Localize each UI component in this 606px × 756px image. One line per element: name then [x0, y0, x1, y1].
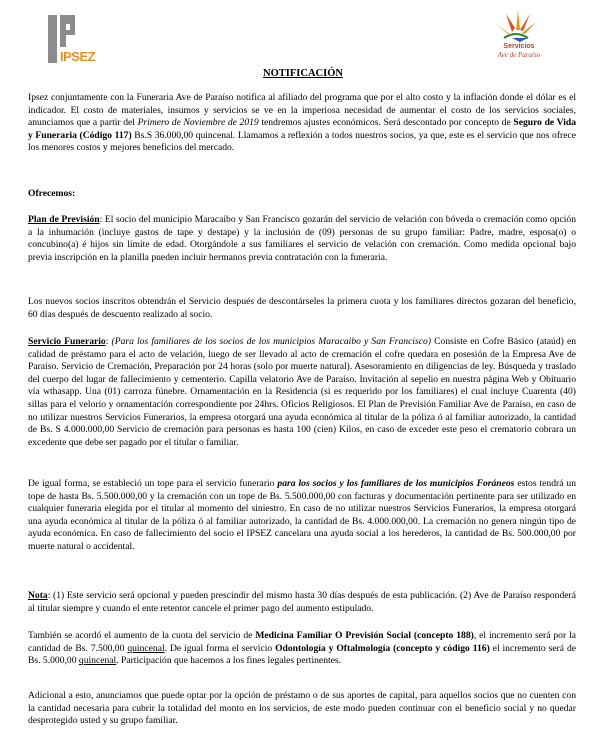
foraneos-scope: para los socios y los familiares de los municipios Foráneos	[277, 478, 515, 489]
nota-text: : (1) Este servicio será opcional y pueden prescindir del mismo hasta 30 días después de esta publicación. (2) Ave de Paraíso responderá al titular siempre y cuando el ente retentor cancele el primer pago del aumento estipulado.	[28, 590, 576, 614]
funerario-text: Consiste en Cofre Básico (ataúd) en calidad de préstamo para el acto de velación, luego de ser llevado al acto de cremación el cofre quedara en posesión de la Empresa Ave de Paraíso. Servicio de Cremación, Preparación por 24 horas (solo por muerte natural). Asesoramiento en diligencias de ley. Búsqueda y traslado del cuerpo del lugar de fallecimiento y cementerio. Capilla velatorio Ave de Paraíso. Invitación al sepelio en nuestra página Web y Obituario vía wthasapp. Una (01) carroza fúnebre. Ornamentación en la Residencia (si es requerido por los familiares) el cual incluye Cuarenta (40) sillas para el velorio y ornamentación correspondiente por 24hrs. Oficios Religiosos. El Plan de Previsión Familiar Ave de Paraíso, en caso de no utilizar nuestros Servicios Funerarios, la empresa otorgará una ayuda económica al titular de la póliza ó al familiar autorizado, la cantidad de Bs. S 4.000.000,00 Servicio de cremación para personas es hasta 100 (cien) Kilos, en caso de exceder este peso el crematorio cobrara un excedente que debe ser pagado por el titular o familiar.	[28, 336, 576, 448]
new-members-paragraph: Los nuevos socios inscritos obtendrán el Servicio después de descontárseles la primera cuota y los familiares directos gozaran del beneficio, 60 días después de descuento realizado al socio.	[28, 296, 576, 320]
plan-label: Plan de Previsión	[28, 214, 100, 225]
intro-text-2: tendremos ajustes económicos. Será descontado por concepto de	[258, 117, 514, 129]
funerario-colon: :	[105, 336, 112, 347]
ipsez-logo-text: IPSEZ	[60, 49, 96, 64]
adicional-paragraph: Adicional a esto, anunciamos que puede optar por la opción de préstamo o de sus aportes de capital, para aquellos socios que no cuenten con la cantidad necesaria para cubrir la totalidad del monto en los servicios, de este modo pueden continuar con el beneficio social y no quedar desprotegido usted y su grupo familiar.	[28, 690, 576, 727]
funerario-scope: (Para los familiares de los socios de los municipios Maracaibo y San Francisco)	[111, 336, 432, 347]
plan-paragraph	[28, 214, 576, 264]
intro-text-1: Ipsez conjuntamente con la Funeraria Ave de Paraíso notifica al afiliado del programa que por el alto costo y la inflación donde el dólar es el indicador. El costo de materiales, insumos y servicios se ve en la imperiosa necesidad de aumentar el costo de los servicios sociales, anunciamos que a partir del	[28, 92, 576, 129]
intro-text-3: Bs.S 36.000,00 quincenal. Llamamos a reflexión a todos nuestros socios, ya que, este es el servicio que nos ofrece los menores costos y mejores beneficios del mercado.	[28, 129, 576, 154]
insurance-concept: Seguro de Vida y Funeraria (Código 117)	[28, 117, 577, 141]
plan-text: : El socio del municipio Maracaibo y San Francisco gozarán del servicio de velación con bóveda o cremación como opción a la inhumación (incluye gastos de tape y destape) y la inclusión de (09) personas de su grupo familiar: Padre, madre, esposa(o) o concubino(a) é hijos sin límite de edad. Otorgándole a sus familiares el servicio de velación con cremación. Como medida opcional bajo previa inscripción en la planilla pueden incluir hermanos previa contratación con la funeraria.	[28, 214, 576, 263]
offer-heading: Ofrecemos:	[28, 188, 76, 199]
medicina-text-5: . Participación que hacemos a los fines legales pertinentes.	[116, 655, 342, 667]
effective-date: Primero de Noviembre de 2019	[137, 117, 259, 129]
nota-label: Nota	[28, 590, 48, 601]
brand-line-2: Ave de Paraíso	[497, 51, 541, 59]
intro-paragraph	[28, 92, 576, 155]
ave-de-paraiso-logo	[482, 8, 556, 70]
odontologia-period: quincenal	[78, 655, 117, 667]
medicina-paragraph	[28, 630, 576, 668]
medicina-text-4: el incremento será de Bs. 5.000,00	[28, 642, 576, 667]
odontologia-concept: Odontología y Oftalmología (concepto y código 116)	[275, 642, 490, 654]
bird-of-paradise-icon	[482, 8, 556, 44]
funerario-label: Servicio Funerario	[28, 336, 106, 347]
funerario-paragraph	[28, 336, 576, 449]
brand-line-3: ...	[517, 59, 521, 63]
document-title: NOTIFICACIÓN	[263, 68, 343, 79]
foraneos-paragraph	[28, 478, 576, 554]
foraneos-text-1: De igual forma, se estableció un tope para el servicio funerario	[28, 478, 278, 489]
medicina-concept: Medicina Familiar O Previsión Social (concepto 188)	[255, 630, 474, 641]
ipsez-logo	[46, 13, 96, 65]
medicina-text-1: También se acordó el aumento de la cuota del servicio de	[28, 630, 256, 641]
brand-line-1: Servicios	[503, 43, 535, 50]
medicina-text-2: , el incremento será por la cantidad de Bs. 7.500,00	[28, 630, 576, 654]
medicina-period: quincenal	[127, 642, 165, 654]
foraneos-text-2: estos tendrá un tope de hasta Bs. 5.500.000,00 y la cremación con un tope de Bs. 5.500.000,00 con facturas y documentación pertinente para ser utilizado en cualquier funeraria elegida por el titular al momento del siniestro. En caso de no utilizar nuestros Servicios Funerarios, la empresa otorgará una ayuda económica al titular de la póliza ó al familiar autorizado, la cantidad de Bs. 4.000.000,00. La cremación no genera ningún tipo de ayuda económica. En caso de fallecimiento del socio el IPSEZ cancelara una ayuda social a los herederos, la cantidad de Bs. 500.000,00 por muerte natural o accidental.	[28, 478, 576, 552]
nota-paragraph	[28, 590, 576, 615]
medicina-text-3: . De igual forma el servicio	[164, 642, 276, 654]
